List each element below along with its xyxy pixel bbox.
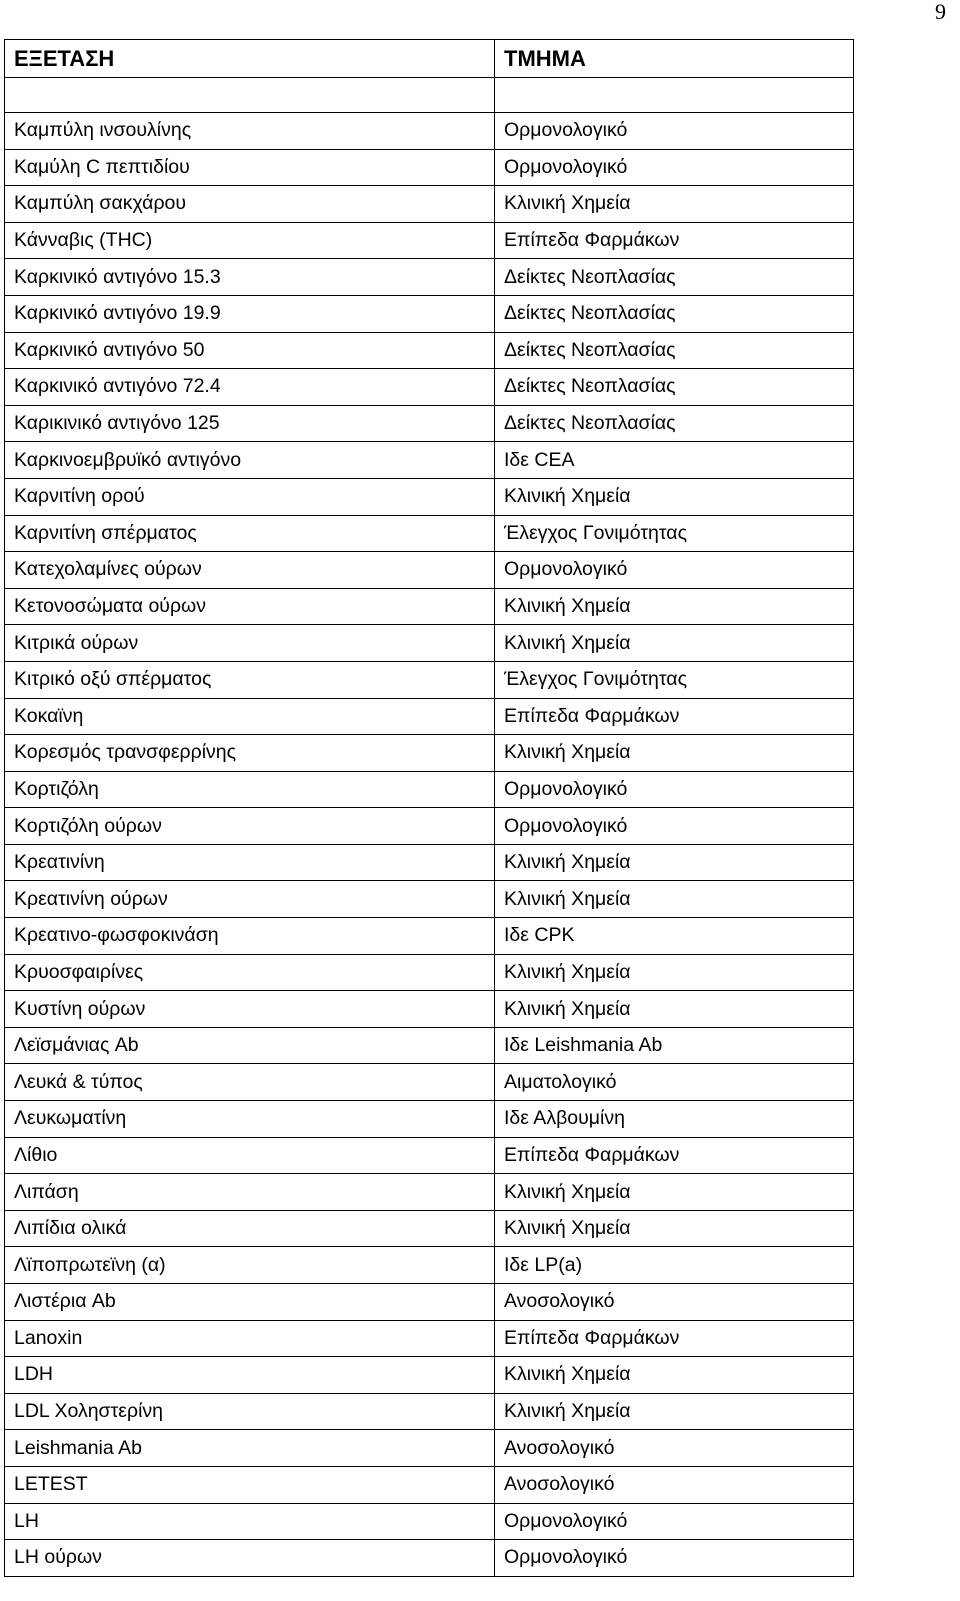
- table-row: [5, 918, 854, 955]
- department-cell: Ορμονολογικό: [495, 149, 854, 186]
- department-cell: Κλινική Χημεία: [495, 186, 854, 223]
- exam-cell: Κορεσμός τρανσφερρίνης: [5, 735, 495, 772]
- table-row: [5, 222, 854, 259]
- exam-cell: LDL Χοληστερίνη: [5, 1393, 495, 1430]
- exam-cell: LETEST: [5, 1466, 495, 1503]
- department-cell: Ιδε Αλβουμίνη: [495, 1101, 854, 1138]
- department-cell: Κλινική Χημεία: [495, 735, 854, 772]
- table-row: [5, 369, 854, 406]
- exam-cell: Καρκινικό αντιγόνο 50: [5, 332, 495, 369]
- table-row: [5, 1320, 854, 1357]
- exam-cell: Κιτρικά ούρων: [5, 625, 495, 662]
- table-row: [5, 478, 854, 515]
- table-row: [5, 295, 854, 332]
- exam-cell: Καρνιτίνη σπέρματος: [5, 515, 495, 552]
- department-cell: Κλινική Χημεία: [495, 1393, 854, 1430]
- department-cell: Έλεγχος Γονιμότητας: [495, 515, 854, 552]
- table-row: [5, 808, 854, 845]
- exam-cell: Κορτιζόλη ούρων: [5, 808, 495, 845]
- department-cell: Δείκτες Νεοπλασίας: [495, 259, 854, 296]
- empty-cell: [5, 77, 495, 113]
- exam-cell: Καρκινικό αντιγόνο 15.3: [5, 259, 495, 296]
- department-cell: Ιδε LP(a): [495, 1247, 854, 1284]
- department-cell: Ορμονολογικό: [495, 808, 854, 845]
- table-row: [5, 661, 854, 698]
- department-cell: Αιματολογικό: [495, 1064, 854, 1101]
- exam-cell: LH: [5, 1503, 495, 1540]
- table-row: [5, 1393, 854, 1430]
- department-cell: Κλινική Χημεία: [495, 881, 854, 918]
- table-row: [5, 552, 854, 589]
- table-row: [5, 1247, 854, 1284]
- exam-cell: Καμπύλη σακχάρου: [5, 186, 495, 223]
- table-row: [5, 1430, 854, 1467]
- department-cell: Ανοσολογικό: [495, 1430, 854, 1467]
- empty-row: [5, 77, 854, 113]
- exam-cell: Λίθιο: [5, 1137, 495, 1174]
- department-cell: Δείκτες Νεοπλασίας: [495, 295, 854, 332]
- exam-cell: Leishmania Ab: [5, 1430, 495, 1467]
- table-row: [5, 1101, 854, 1138]
- department-cell: Ιδε CPK: [495, 918, 854, 955]
- table-row: [5, 735, 854, 772]
- exam-cell: Λευκωματίνη: [5, 1101, 495, 1138]
- table-row: [5, 149, 854, 186]
- department-cell: Κλινική Χημεία: [495, 991, 854, 1028]
- department-cell: Κλινική Χημεία: [495, 1174, 854, 1211]
- exam-cell: Λϊποπρωτεϊνη (α): [5, 1247, 495, 1284]
- exam-cell: Καρικινικό αντιγόνο 125: [5, 405, 495, 442]
- table-row: [5, 1210, 854, 1247]
- table-row: [5, 1540, 854, 1577]
- department-cell: Κλινική Χημεία: [495, 1210, 854, 1247]
- department-cell: Κλινική Χημεία: [495, 588, 854, 625]
- department-cell: Κλινική Χημεία: [495, 478, 854, 515]
- table-row: [5, 771, 854, 808]
- table-row: [5, 1064, 854, 1101]
- table-row: [5, 954, 854, 991]
- table-row: [5, 442, 854, 479]
- exam-cell: Καρκινικό αντιγόνο 72.4: [5, 369, 495, 406]
- header-department: ΤΜΗΜΑ: [495, 40, 854, 78]
- department-cell: Κλινική Χημεία: [495, 1357, 854, 1394]
- table-row: [5, 1137, 854, 1174]
- department-cell: Δείκτες Νεοπλασίας: [495, 332, 854, 369]
- exam-cell: Lanoxin: [5, 1320, 495, 1357]
- exam-cell: Κατεχολαμίνες ούρων: [5, 552, 495, 589]
- department-cell: Ορμονολογικό: [495, 1540, 854, 1577]
- table-row: [5, 405, 854, 442]
- exam-cell: Κρεατινίνη ούρων: [5, 881, 495, 918]
- department-cell: Ανοσολογικό: [495, 1284, 854, 1321]
- department-cell: Ορμονολογικό: [495, 552, 854, 589]
- exam-cell: Λιπάση: [5, 1174, 495, 1211]
- department-cell: Επίπεδα Φαρμάκων: [495, 1137, 854, 1174]
- department-cell: Κλινική Χημεία: [495, 844, 854, 881]
- department-cell: Δείκτες Νεοπλασίας: [495, 405, 854, 442]
- table-row: [5, 1174, 854, 1211]
- department-cell: Κλινική Χημεία: [495, 954, 854, 991]
- exam-cell: Κυστίνη ούρων: [5, 991, 495, 1028]
- exam-cell: Κετονοσώματα ούρων: [5, 588, 495, 625]
- exam-cell: Λεϊσμάνιας Ab: [5, 1027, 495, 1064]
- table-row: [5, 1357, 854, 1394]
- empty-cell: [495, 77, 854, 113]
- exam-cell: LH ούρων: [5, 1540, 495, 1577]
- exam-cell: Λευκά & τύπος: [5, 1064, 495, 1101]
- table-row: [5, 515, 854, 552]
- table-row: [5, 1503, 854, 1540]
- exam-cell: Λιπίδια ολικά: [5, 1210, 495, 1247]
- table-row: [5, 588, 854, 625]
- table-row: [5, 186, 854, 223]
- exam-department-table: [4, 39, 854, 1577]
- table-row: [5, 844, 854, 881]
- department-cell: Έλεγχος Γονιμότητας: [495, 661, 854, 698]
- department-cell: Επίπεδα Φαρμάκων: [495, 1320, 854, 1357]
- department-cell: Ορμονολογικό: [495, 771, 854, 808]
- exam-cell: Καρκινοεμβρυϊκό αντιγόνο: [5, 442, 495, 479]
- exam-cell: Κρεατινίνη: [5, 844, 495, 881]
- exam-cell: Καρκινικό αντιγόνο 19.9: [5, 295, 495, 332]
- department-cell: Ανοσολογικό: [495, 1466, 854, 1503]
- exam-cell: Κιτρικό οξύ σπέρματος: [5, 661, 495, 698]
- exam-cell: Καμπύλη ινσουλίνης: [5, 113, 495, 150]
- exam-cell: Κάνναβις (THC): [5, 222, 495, 259]
- department-cell: Κλινική Χημεία: [495, 625, 854, 662]
- department-cell: Ιδε Leishmania Ab: [495, 1027, 854, 1064]
- table-row: [5, 259, 854, 296]
- exam-cell: Καμύλη C πεπτιδίου: [5, 149, 495, 186]
- department-cell: Ορμονολογικό: [495, 113, 854, 150]
- exam-cell: LDH: [5, 1357, 495, 1394]
- department-cell: Ιδε CEA: [495, 442, 854, 479]
- table-row: [5, 991, 854, 1028]
- header-exam: ΕΞΕΤΑΣΗ: [5, 40, 495, 78]
- table-row: [5, 625, 854, 662]
- table-row: [5, 1027, 854, 1064]
- department-cell: Ορμονολογικό: [495, 1503, 854, 1540]
- exam-cell: Κορτιζόλη: [5, 771, 495, 808]
- table-header-row: [5, 40, 854, 78]
- table-row: [5, 1284, 854, 1321]
- page-number: 9: [935, 0, 946, 24]
- department-cell: Δείκτες Νεοπλασίας: [495, 369, 854, 406]
- department-cell: Επίπεδα Φαρμάκων: [495, 222, 854, 259]
- table-row: [5, 113, 854, 150]
- table-row: [5, 881, 854, 918]
- exam-cell: Κρεατινο-φωσφοκινάση: [5, 918, 495, 955]
- table-row: [5, 332, 854, 369]
- exam-cell: Λιστέρια Ab: [5, 1284, 495, 1321]
- table-row: [5, 698, 854, 735]
- department-cell: Επίπεδα Φαρμάκων: [495, 698, 854, 735]
- exam-cell: Καρνιτίνη ορού: [5, 478, 495, 515]
- exam-cell: Κρυοσφαιρίνες: [5, 954, 495, 991]
- table-row: [5, 1466, 854, 1503]
- exam-cell: Κοκαϊνη: [5, 698, 495, 735]
